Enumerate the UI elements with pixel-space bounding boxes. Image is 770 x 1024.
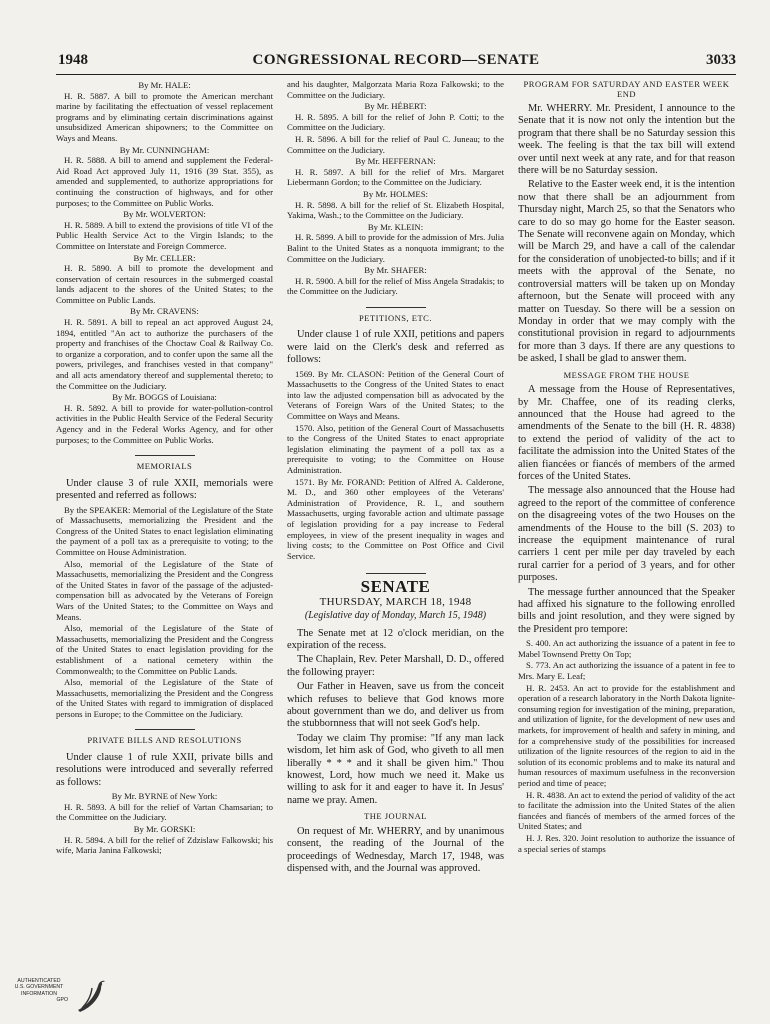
prayer-paragraph: Today we claim Thy promise: "If any man lack wisdom, let him ask of God, who giveth to all men liberally * * * and it shall be given him." Thou knowest, Lord, how much we need it. Make us willing to ask for it and eager to have it. In Jesus' name we pray. Amen.	[287, 732, 504, 806]
paragraph: The Senate met at 12 o'clock meridian, on the expiration of the recess.	[287, 627, 504, 651]
section-heading-petitions: PETITIONS, ETC.	[287, 307, 504, 324]
memorial-entry: Also, memorial of the Legislature of the State of Massachusetts, memorializing the President and the Congress of the United States in favor of the passage of the adjusted-compensation bill as advocated by the Veterans of Foreign Wars of the United States; to the Committee on Ways and Means.	[56, 558, 273, 622]
bill-entry: H. R. 5889. A bill to extend the provisions of title VI of the Public Health Service Act to the Virgin Islands; to the Committee on Interstate and Foreign Commerce.	[56, 219, 273, 251]
section-heading-message: MESSAGE FROM THE HOUSE	[563, 369, 690, 380]
paragraph: The message further announced that the Speaker had affixed his signature to the following enrolled bills and joint resolution, and they were signed by the President pro tempore:	[518, 586, 735, 635]
sponsor: By Mr. CUNNINGHAM:	[119, 144, 210, 155]
bill-entry: H. R. 5887. A bill to promote the American merchant marine by facilitating the effectuation of vessel replacement programs and by eliminating certain discriminations against unsubsidized American shipowners; to the Committee on Ways and Means.	[56, 90, 273, 143]
enrolled-bill-entry: S. 400. An act authorizing the issuance of a patent in fee to Mabel Townsend Pretty On Top;	[518, 638, 735, 659]
sponsor: By Mr. HALE:	[138, 80, 191, 90]
sponsor: By Mr. GORSKI:	[133, 824, 196, 835]
paragraph: A message from the House of Representatives, by Mr. Chaffee, one of its reading clerks, announced that the House had agreed to the amendments of the Senate to the bill (H. R. 4838) to extend the period of validity of the act to facilitate the admission into the United States of the alien fiancées or fiancés of members of the armed forces of the United States.	[518, 384, 735, 482]
stamp-text	[8, 978, 70, 1004]
memorials-intro: Under clause 3 of rule XXII, memorials were presented and referred as follows:	[56, 477, 273, 502]
bill-entry: H. R. 5896. A bill for the relief of Paul C. Juneau; to the Committee on the Judiciary.	[287, 133, 504, 155]
enrolled-bill-entry: S. 773. An act authorizing the issuance of a patent in fee to Mrs. Mary E. Leaf;	[518, 660, 735, 682]
bill-entry: H. R. 5900. A bill for the relief of Miss Angela Stradakis; to the Committee on the Judiciary.	[287, 275, 504, 297]
header-page-number: 3033	[706, 52, 736, 68]
memorial-entry: Also, memorial of the Legislature of the State of Massachusetts, memorializing the President and the Congress of the United States with regard to immigration of displaced persons in Europe; to the Committee on the Judiciary.	[56, 677, 273, 719]
stamp-line: AUTHENTICATED	[17, 978, 61, 984]
sponsor: By Mr. BYRNE of New York:	[111, 791, 218, 802]
bill-continuation: and his daughter, Malgorzata Maria Roza Falkowski; to the Committee on the Judiciary.	[287, 79, 504, 100]
sponsor: By Mr. SHAFER:	[364, 265, 427, 276]
section-heading-journal: THE JOURNAL	[364, 811, 427, 822]
paragraph: The message also announced that the House had agreed to the report of the committee of conference on the disagreeing votes of the two Houses on the amendments of the House to the bill (S. 203) to increase the equipment maintenance of rural carriers 1 cent per mile per day traveled by each rural carrier for a period of 3 years, and for other purposes.	[518, 485, 735, 584]
sponsor: By Mr. HÉBERT:	[364, 101, 427, 112]
stamp-line: INFORMATION	[21, 990, 57, 997]
sponsor: By Mr. HEFFERNAN:	[355, 156, 436, 167]
stamp-line: U.S. GOVERNMENT	[14, 984, 64, 991]
column-2	[287, 79, 504, 877]
column-3	[518, 79, 735, 877]
memorial-entry: By the SPEAKER: Memorial of the Legislature of the State of Massachusetts, memorializing the President and the Congress of the United States to enact legislation eliminating the payment of a poll tax as a prerequisite to voting; to the Committee on House Administration.	[56, 504, 273, 557]
stamp-line: GPO	[56, 997, 68, 1004]
sponsor: By Mr. HOLMES:	[363, 188, 428, 199]
bill-entry: H. R. 5891. A bill to repeal an act approved August 24, 1894, entitled "An act to authorize the purchasers of the property and franchises of the Choctaw Coal & Railway Co. to organize a corporation, and to confer upon the same all the powers, privileges, and franchises vested in that company" and all acts amendatory thereof and supplemental thereto; to the Committee on the Judiciary.	[56, 317, 273, 391]
petition-entry: 1571. By Mr. FORAND: Petition of Alfred A. Calderone, M. D., and 360 other employees of the Veterans' Administration of Providence, R. I., and southern Massachusetts, urging favorable action and ultimate passage of legislation providing for a pay increase to Federal employees, in view of the present inequality in wages and living costs; to the Committee on Post Office and Civil Service.	[287, 476, 504, 561]
paragraph: On request of Mr. WHERRY, and by unanimous consent, the reading of the Journal of the proceedings of Wednesday, March 17, 1948, was dispensed with, and the Journal was approved.	[287, 825, 504, 875]
bill-entry: H. R. 5894. A bill for the relief of Zdzislaw Falkowski; his wife, Maria Janina Falkowski;	[56, 834, 273, 856]
enrolled-bill-entry: H. R. 2453. An act to provide for the establishment and operation of a research laboratory in the North Dakota lignite-consuming region for investigation of the mining, preparation, and utilization of lignite, for the development of new uses and markets, for improvement of health and safety in mining, and for a comprehensive study of the possibilities for increased utilization of the lignite resources of the region to aid in the solution of its economic problems and to make its natural and human resources of maximum usefulness in the reconversion period and time of peace;	[518, 682, 735, 788]
bill-entry: H. R. 5899. A bill to provide for the admission of Mrs. Julia Balint to the United States as a nonquota immigrant; to the Committee on the Judiciary.	[287, 232, 504, 264]
section-heading-memorials: MEMORIALS	[56, 455, 273, 472]
section-heading-program: PROGRAM FOR SATURDAY AND EASTER WEEK END	[523, 79, 730, 99]
bill-entry: H. R. 5893. A bill for the relief of Vartan Chamsarian; to the Committee on the Judiciary.	[56, 801, 273, 823]
legislative-day: (Legislative day of Monday, March 15, 1948)	[304, 609, 487, 621]
session-date: THURSDAY, MARCH 18, 1948	[319, 595, 472, 608]
paragraph: Mr. WHERRY. Mr. President, I announce to the Senate that it is now not only the intention but the program that there shall be no Saturday session this week. The feeling is that the tax bill will extend over until next week at any rate, and for that reason there will be no Saturday session.	[518, 103, 735, 177]
senate-title: SENATE	[287, 573, 504, 593]
bill-entry: H. R. 5892. A bill to provide for water-pollution-control activities in the Public Health Service of the Federal Security Agency and in the Federal Works Agency, and for other purposes; to the Committee on Public Works.	[56, 402, 273, 445]
header-year: 1948	[58, 52, 88, 68]
sponsor: By Mr. BOGGS of Louisiana:	[112, 392, 217, 403]
column-1	[56, 79, 273, 877]
bill-entry: H. R. 5890. A bill to promote the development and conservation of certain resources in the submerged coastal lands adjacent to the shores of the United States; to the Committee on Public Lands.	[56, 263, 273, 305]
sponsor: By Mr. CELLER:	[133, 252, 196, 263]
private-bills-intro: Under clause 1 of rule XXII, private bills and resolutions were introduced and severally referred as follows:	[56, 752, 273, 788]
petition-entry: 1570. Also, petition of the General Court of Massachusetts to the Congress of the United States to enact appropriate legislation eliminating the payment of a poll tax as a prerequisite to voting; to the Committee on House Administration.	[287, 422, 504, 476]
prayer-paragraph: Our Father in Heaven, save us from the conceit which refuses to believe that God knows more about government than we do, and deliver us from the stubbornness that will not seek God's help.	[287, 681, 504, 730]
sponsor: By Mr. WOLVERTON:	[123, 209, 206, 220]
paragraph: Relative to the Easter week end, it is the intention now that there shall be an adjournment from Thursday night, March 25, so that the Senators who care to do so may go home for the Easter season. The Senate will reconvene again on Monday, which will be March 29, and have a call of the calendar for the consideration of unobjected-to bills; and if it meets with the approval of the Senate, no controversial matters will be taken up on Monday afternoon, but the Senate will proceed with any matter on Tuesday. So there will be a session on Monday in order that we may comply with the constitutional provision in regard to adjournments for more than 3 days. If there are any questions to be asked, I shall be glad to answer them.	[518, 179, 735, 365]
page	[56, 52, 736, 1012]
enrolled-bill-entry: H. R. 4838. An act to extend the period of validity of the act to facilitate the admission into the United States of the alien fiancées and fiancés of members of the armed forces of the United States; and	[518, 789, 735, 832]
section-heading-private-bills: PRIVATE BILLS AND RESOLUTIONS	[56, 729, 273, 746]
bill-entry: H. R. 5888. A bill to amend and supplement the Federal-Aid Road Act approved July 11, 1916 (39 Stat. 355), as amended and supplemented, to authorize appropriations for continuing the construction of highways, and for other purposes; to the Committee on Public Works.	[56, 155, 273, 208]
petitions-intro: Under clause 1 of rule XXII, petitions and papers were laid on the Clerk's desk and referred as follows:	[287, 329, 504, 366]
enrolled-bill-entry: H. J. Res. 320. Joint resolution to authorize the issuance of a special series of stamps	[518, 832, 735, 854]
bill-entry: H. R. 5897. A bill for the relief of Mrs. Margaret Liebermann Gordon; to the Committee on the Judiciary.	[287, 166, 504, 188]
gpo-authentication-stamp	[8, 974, 118, 1018]
petition-entry: 1569. By Mr. CLASON: Petition of the General Court of Massachusetts to the Congress of the United States to enact into law the adjusted compensation bill as advocated by the Veterans of Foreign Wars of the United States; to the Committee on Ways and Means.	[287, 368, 504, 422]
header-title: CONGRESSIONAL RECORD—SENATE	[252, 52, 540, 68]
gpo-eagle-icon	[72, 976, 108, 1016]
running-header	[56, 52, 736, 75]
memorial-entry: Also, memorial of the Legislature of the State of Massachusetts, memorializing the President and the Congress of the United States to enact legislation providing for the establishment of a national cemetery within the Commonwealth; to the Committee on Public Lands.	[56, 623, 273, 676]
paragraph: The Chaplain, Rev. Peter Marshall, D. D., offered the following prayer:	[287, 654, 504, 678]
bill-entry: H. R. 5898. A bill for the relief of St. Elizabeth Hospital, Yakima, Wash.; to the Committee on the Judiciary.	[287, 199, 504, 221]
sponsor: By Mr. KLEIN:	[367, 221, 424, 232]
sponsor: By Mr. CRAVENS:	[130, 306, 199, 317]
bill-entry: H. R. 5895. A bill for the relief of John P. Cotti; to the Committee on the Judiciary.	[287, 111, 504, 133]
